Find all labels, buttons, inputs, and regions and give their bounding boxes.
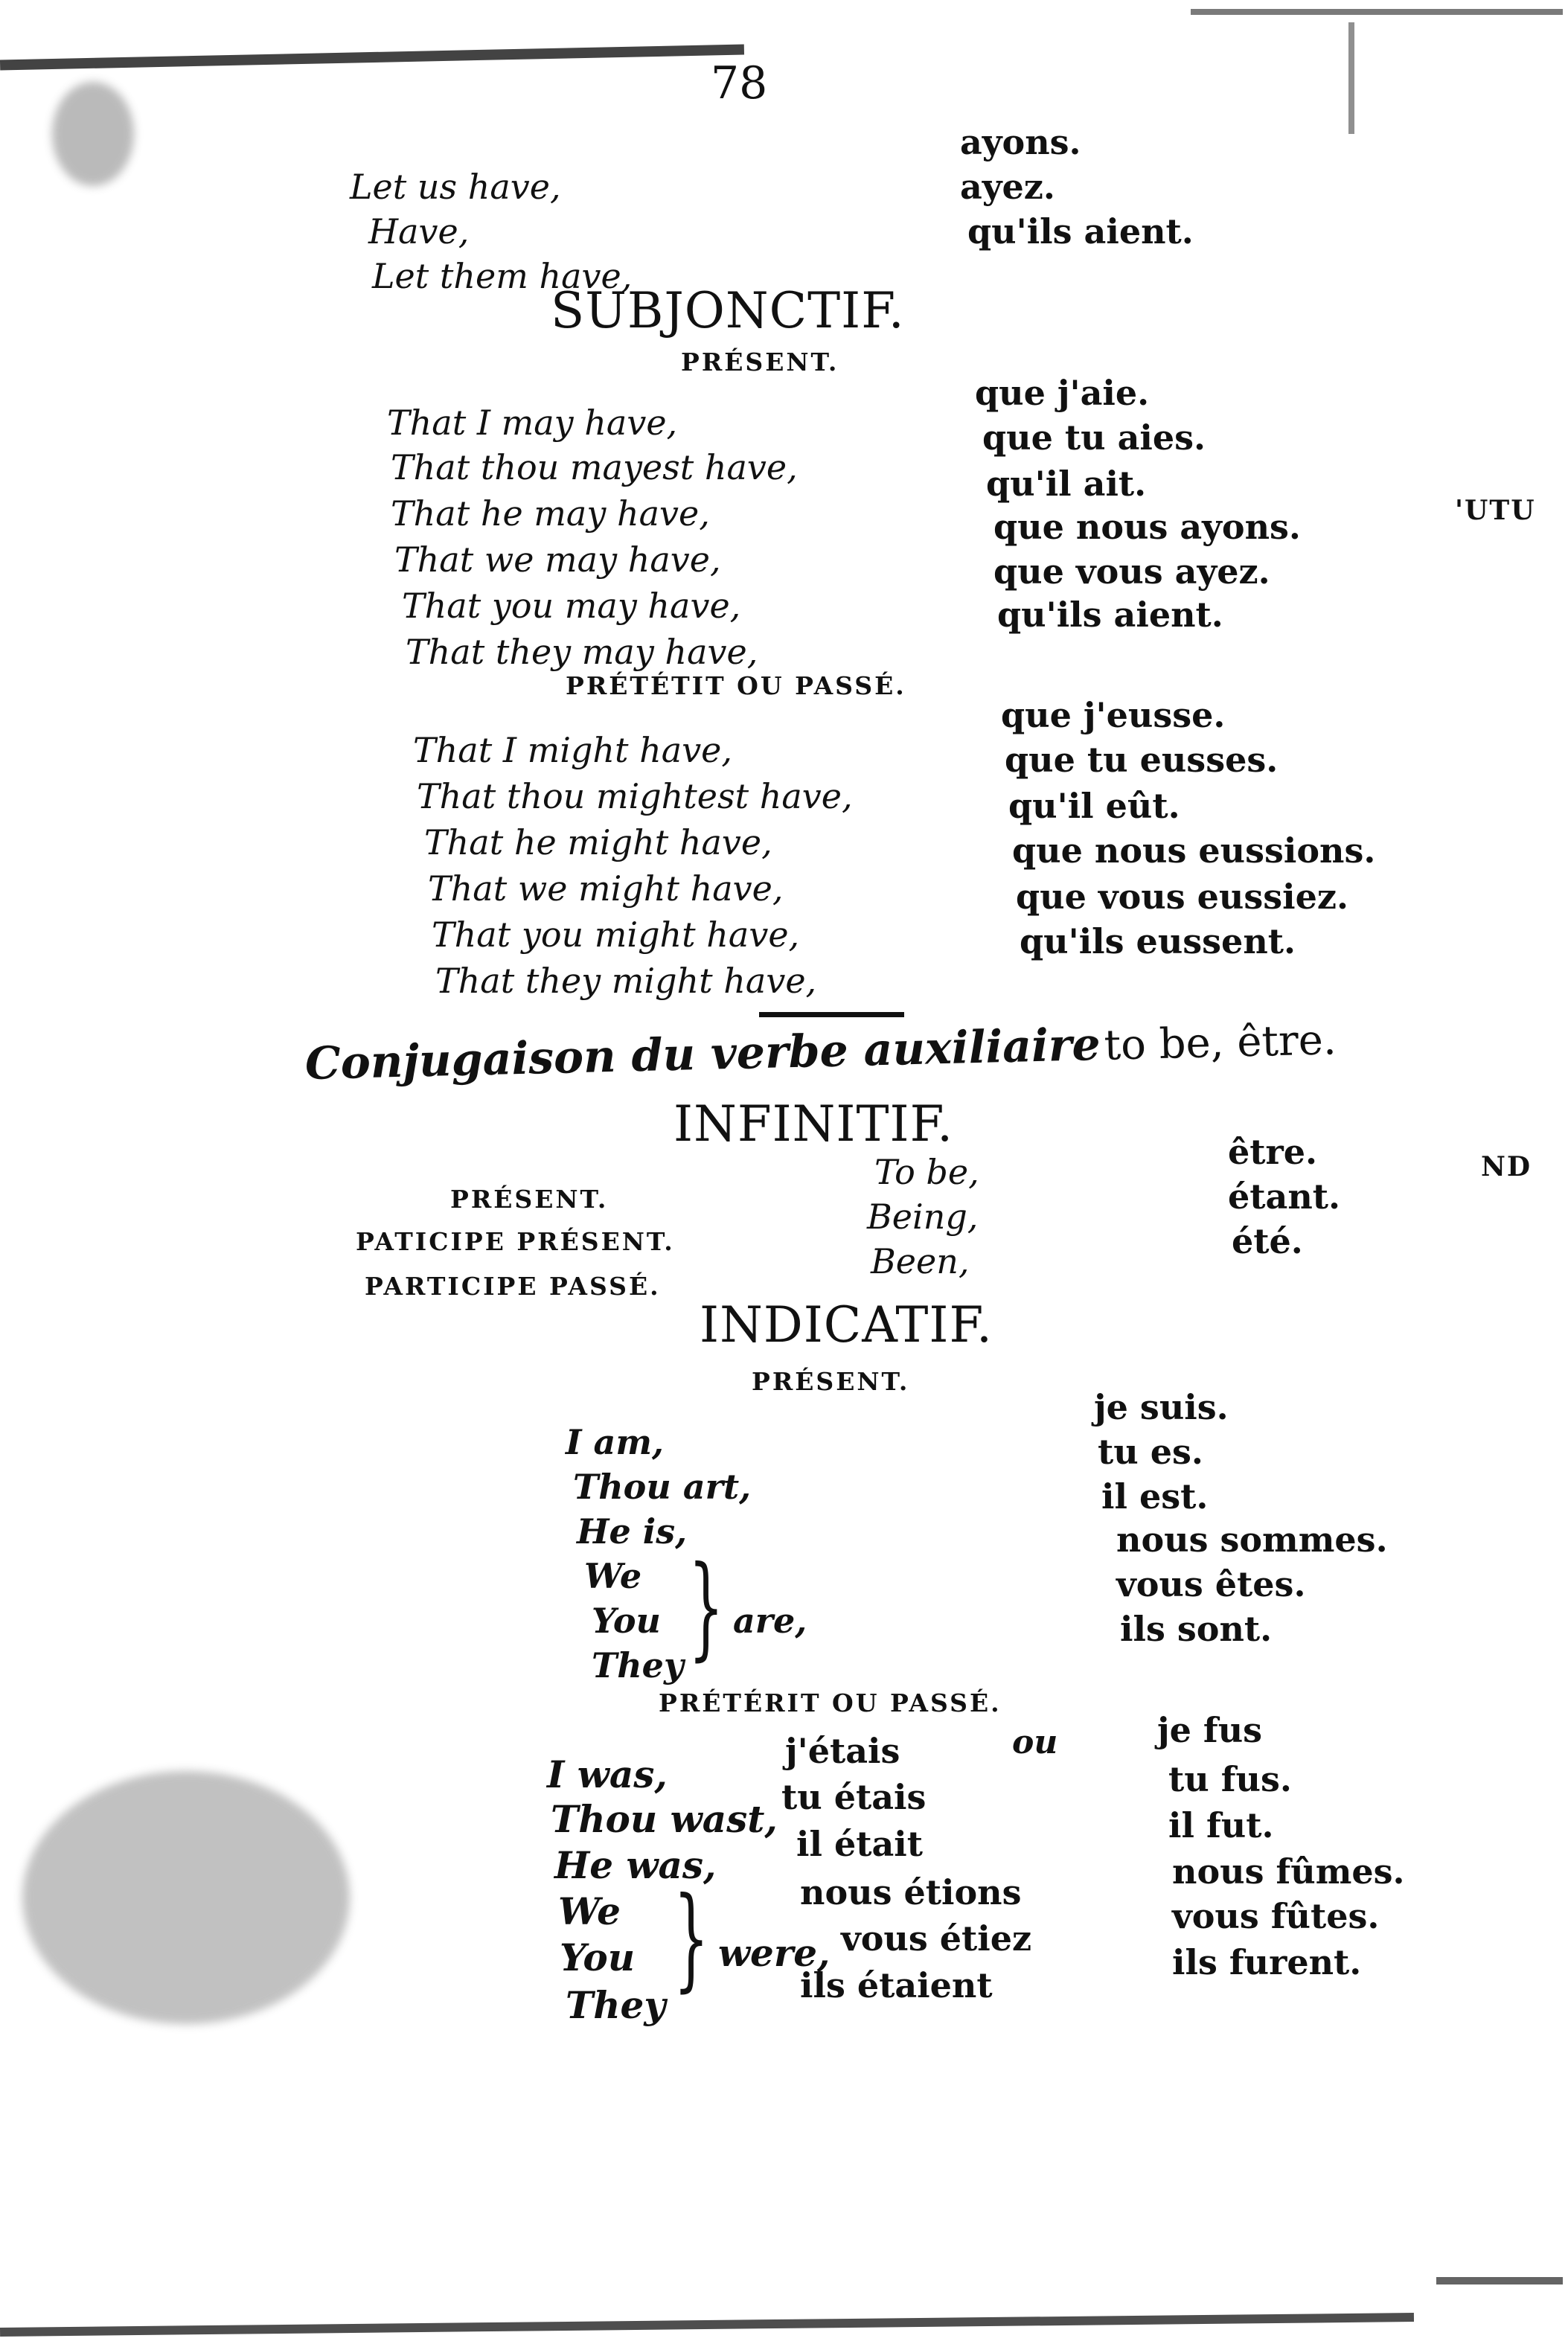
indicatif-present-label: PRÉSENT. <box>752 1367 910 1396</box>
ind-preterit-en-3: He was, <box>554 1843 717 1887</box>
ind-present-fr-2: tu es. <box>1098 1432 1203 1472</box>
ind-present-en-4: We <box>584 1556 642 1596</box>
subj-preterit-en-4: That we might have, <box>428 868 784 909</box>
infinitif-label-1: PRÉSENT. <box>450 1185 609 1214</box>
scan-edge-bottom-right <box>1436 2277 1563 2284</box>
subjonctif-present-label: PRÉSENT. <box>681 348 839 377</box>
infinitif-label-2: PATICIPE PRÉSENT. <box>356 1227 675 1256</box>
infinitif-fr-2: étant. <box>1228 1176 1341 1217</box>
ind-present-en-3: He is, <box>577 1511 688 1552</box>
subj-preterit-en-1: That I might have, <box>413 730 733 770</box>
infinitif-fr-1: être. <box>1228 1132 1318 1172</box>
subj-preterit-fr-5: que vous eussiez. <box>1016 877 1349 917</box>
ind-passe-simple-3: il fut. <box>1168 1805 1274 1845</box>
ind-passe-simple-4: nous fûmes. <box>1172 1851 1405 1892</box>
ind-present-fr-3: il est. <box>1101 1476 1209 1517</box>
ind-imperfect-1: j'étais <box>785 1731 900 1771</box>
conjugaison-title <box>304 1016 1337 1090</box>
ind-present-brace: } <box>688 1543 724 1672</box>
ind-imperfect-5: vous étiez <box>841 1918 1032 1959</box>
imperative-en-1: Let us have, <box>350 167 561 207</box>
imperative-en-2: Have, <box>368 211 470 252</box>
subj-present-en-6: That they may have, <box>406 632 758 672</box>
infinitif-en-3: Been, <box>871 1241 970 1281</box>
subj-present-en-1: That I may have, <box>387 403 678 443</box>
ind-preterit-ou: ou <box>1012 1723 1058 1761</box>
subj-preterit-fr-6: qu'ils eussent. <box>1020 921 1296 961</box>
ind-present-fr-6: ils sont. <box>1120 1609 1273 1649</box>
ind-present-fr-5: vous êtes. <box>1116 1564 1306 1604</box>
ind-present-en-1: I am, <box>566 1422 665 1462</box>
scan-smudge-top-left <box>52 82 134 186</box>
subjonctif-heading: SUBJONCTIF. <box>551 282 905 339</box>
ind-imperfect-4: nous étions <box>800 1872 1022 1912</box>
scan-edge-right-mark <box>1348 22 1354 134</box>
infinitif-heading: INFINITIF. <box>673 1095 954 1153</box>
subj-preterit-en-2: That thou mightest have, <box>417 776 853 816</box>
imperative-fr-1: ayons. <box>960 122 1081 162</box>
conjugaison-title-tail: to be, être. <box>1103 1016 1337 1070</box>
subj-present-fr-6: qu'ils aient. <box>997 595 1223 635</box>
margin-fragment-mid: ND <box>1481 1151 1532 1182</box>
conjugaison-title-main: Conjugaison du verbe auxiliaire <box>304 1018 1101 1090</box>
ind-imperfect-2: tu étais <box>781 1777 927 1817</box>
section-divider <box>759 1012 904 1017</box>
imperative-fr-3: qu'ils aient. <box>967 211 1194 252</box>
infinitif-fr-3: été. <box>1232 1221 1303 1261</box>
ind-preterit-en-6: They <box>566 1983 666 2027</box>
subj-present-fr-4: que nous ayons. <box>993 507 1301 547</box>
subj-present-en-3: That he may have, <box>391 493 710 534</box>
subj-preterit-en-5: That you might have, <box>432 915 800 955</box>
subjonctif-preterit-label: PRÉTÉTIT OU PASSÉ. <box>566 671 906 700</box>
ind-preterit-en-2: Thou wast, <box>551 1797 778 1841</box>
subj-preterit-fr-4: que nous eussions. <box>1012 830 1376 871</box>
ind-present-fr-4: nous sommes. <box>1116 1520 1388 1560</box>
scan-edge-bottom <box>0 2313 1414 2337</box>
scan-edge-top-right <box>1191 9 1563 15</box>
ind-preterit-en-5: You <box>560 1935 636 1979</box>
subj-preterit-fr-1: que j'eusse. <box>1001 695 1226 735</box>
imperative-en-3: Let them have, <box>372 256 633 296</box>
subj-preterit-fr-2: que tu eusses. <box>1005 740 1279 780</box>
ind-passe-simple-1: je fus <box>1157 1710 1263 1750</box>
subj-preterit-en-3: That he might have, <box>424 822 772 862</box>
ind-present-en-5: You <box>592 1601 661 1641</box>
subj-preterit-fr-3: qu'il eût. <box>1008 786 1180 826</box>
subj-present-en-4: That we may have, <box>394 539 721 580</box>
ind-imperfect-6: ils étaient <box>800 1965 993 2005</box>
margin-fragment-top: 'UTU <box>1455 495 1536 526</box>
indicatif-preterit-label: PRÉTÉRIT OU PASSÉ. <box>659 1688 1002 1717</box>
ind-preterit-group-verb: were, <box>718 1931 831 1975</box>
subj-present-fr-5: que vous ayez. <box>993 551 1270 592</box>
imperative-fr-2: ayez. <box>960 167 1055 207</box>
subj-present-fr-1: que j'aie. <box>975 373 1150 413</box>
ind-passe-simple-2: tu fus. <box>1168 1759 1292 1799</box>
ind-imperfect-3: il était <box>796 1824 924 1864</box>
infinitif-en-2: Being, <box>867 1197 979 1237</box>
subj-present-fr-3: qu'il ait. <box>986 464 1147 504</box>
subj-present-fr-2: que tu aies. <box>982 417 1206 458</box>
page-number: 78 <box>711 57 768 109</box>
infinitif-label-3: PARTICIPE PASSÉ. <box>365 1272 661 1301</box>
ind-passe-simple-5: vous fûtes. <box>1172 1896 1380 1936</box>
ind-preterit-en-1: I was, <box>547 1752 668 1796</box>
ind-passe-simple-6: ils furent. <box>1172 1942 1362 1982</box>
ind-present-en-2: Thou art, <box>573 1467 752 1507</box>
ind-present-fr-1: je suis. <box>1094 1387 1229 1427</box>
subj-preterit-en-6: That they might have, <box>435 961 817 1001</box>
ind-preterit-brace: } <box>673 1874 709 2003</box>
indicatif-heading: INDICATIF. <box>700 1296 993 1354</box>
ind-preterit-en-4: We <box>558 1889 621 1933</box>
scan-smudge-left <box>22 1771 350 2024</box>
subj-present-en-5: That you may have, <box>402 586 741 626</box>
infinitif-en-1: To be, <box>874 1152 979 1192</box>
scan-edge-top <box>0 45 744 71</box>
ind-present-en-6: They <box>592 1645 684 1685</box>
ind-present-group-verb: are, <box>733 1601 807 1641</box>
subj-present-en-2: That thou mayest have, <box>391 447 798 487</box>
